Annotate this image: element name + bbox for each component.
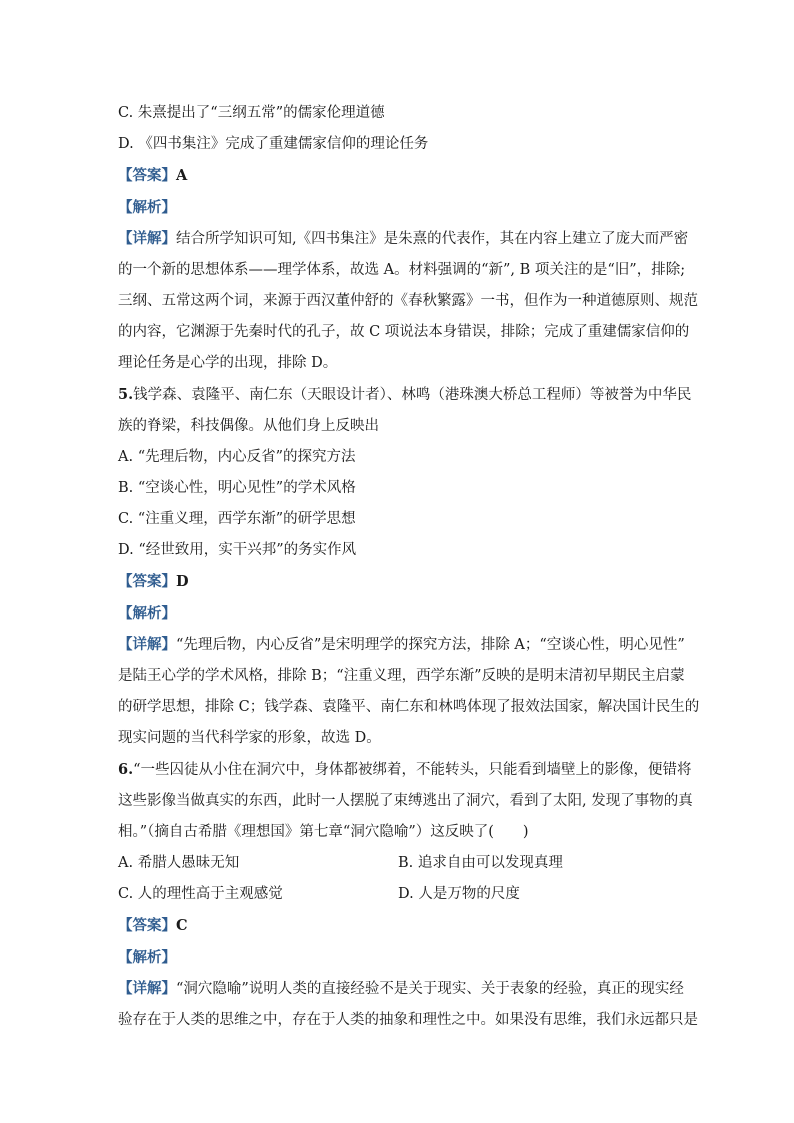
q5-answer	[118, 566, 678, 598]
q5-detail-line-4: 现实问题的当代科学家的形象，故选 D。	[118, 730, 381, 746]
detail-tag: 【详解】	[118, 230, 176, 247]
detail-text: “先理后物，内心反省”是宋明理学的探究方法，排除 A；“空谈心性，明心见性”	[176, 637, 685, 653]
answer-value: A	[176, 167, 188, 184]
q5-detail-line-1	[118, 629, 685, 661]
q6-option-c: C. 人的理性高于主观感觉	[118, 886, 283, 902]
q4-answer	[118, 160, 678, 192]
q6-detail-line-2: 验存在于人类的思维之中，存在于人类的抽象和理性之中。如果没有思维，我们永远都只是	[118, 1012, 698, 1028]
answer-tag: 【答案】	[118, 917, 176, 934]
document-content	[118, 98, 700, 1036]
q6-stem-line-1	[118, 754, 692, 786]
question-stem: 钱学森、袁隆平、南仁东（天眼设计者）、林鸣（港珠澳大桥总工程师）等被誉为中华民	[133, 387, 692, 403]
answer-value: C	[176, 917, 188, 934]
q6-analysis-tag: 【解析】	[118, 949, 176, 966]
detail-text: “洞穴隐喻”说明人类的直接经验不是关于现实、关于表象的经验，真正的现实经	[176, 981, 684, 997]
q4-analysis-tag: 【解析】	[118, 199, 176, 216]
answer-tag: 【答案】	[118, 573, 176, 590]
detail-tag: 【详解】	[118, 980, 176, 997]
q4-detail-line-4: 的内容，它渊源于先秦时代的孔子，故 C 项说法本身错误，排除；完成了重建儒家信仰的	[118, 324, 690, 340]
q5-detail-line-3: 的研学思想，排除 C；钱学森、袁隆平、南仁东和林鸣体现了报效法国家，解决国计民生的	[118, 699, 700, 715]
question-number: 6.	[118, 761, 134, 778]
q6-option-d: D. 人是万物的尺度	[398, 886, 520, 902]
question-number: 5.	[118, 386, 134, 403]
q6-option-a: A. 希腊人愚昧无知	[118, 855, 240, 871]
q4-option-c: C. 朱熹提出了“三纲五常”的儒家伦理道德	[118, 105, 385, 121]
q4-detail-line-3: 三纲、五常这两个词，来源于西汉董仲舒的《春秋繁露》一书，但作为一种道德原则、规范	[118, 293, 698, 309]
q4-detail-line-1	[118, 223, 689, 255]
q4-detail-line-5: 理论任务是心学的出现，排除 D。	[118, 355, 338, 371]
q4-detail-line-2: 的一个新的思想体系——理学体系，故选 A。材料强调的“新”, B 项关注的是“旧”，排除;	[118, 262, 686, 278]
q6-stem-line-3: 相。”（摘自古希腊《理想国》第七章“洞穴隐喻”）这反映了( )	[118, 824, 529, 840]
q5-detail-line-2: 是陆王心学的学术风格，排除 B；“注重义理，西学东渐”反映的是明末清初早期民主启蒙	[118, 668, 685, 684]
answer-tag: 【答案】	[118, 167, 176, 184]
q5-option-a: A. “先理后物，内心反省”的探究方法	[118, 449, 356, 465]
q5-option-d: D. “经世致用，实干兴邦”的务实作风	[118, 542, 357, 558]
answer-value: D	[176, 573, 189, 590]
q5-stem-line-1	[118, 379, 692, 411]
q5-option-b: B. “空谈心性，明心见性”的学术风格	[118, 480, 356, 496]
q6-options-row-2	[118, 879, 678, 910]
q4-option-d: D. 《四书集注》完成了重建儒家信仰的理论任务	[118, 136, 429, 152]
question-stem: “一些囚徒从小住在洞穴中，身体都被绑着，不能转头，只能看到墙壁上的影像，便错将	[133, 762, 692, 778]
q6-detail-line-1	[118, 973, 684, 1005]
q5-stem-line-2: 族的脊梁，科技偶像。从他们身上反映出	[118, 418, 379, 434]
q6-options-row-1	[118, 848, 678, 879]
q5-analysis-tag: 【解析】	[118, 605, 176, 622]
q6-option-b: B. 追求自由可以发现真理	[398, 855, 563, 871]
detail-text: 结合所学知识可知,《四书集注》是朱熹的代表作，其在内容上建立了庞大而严密	[176, 231, 689, 247]
q6-answer	[118, 910, 678, 942]
detail-tag: 【详解】	[118, 636, 176, 653]
q5-option-c: C. “注重义理，西学东渐”的研学思想	[118, 511, 356, 527]
q6-stem-line-2: 这些影像当做真实的东西，此时一人摆脱了束缚逃出了洞穴，看到了太阳, 发现了事物的真	[118, 793, 693, 809]
